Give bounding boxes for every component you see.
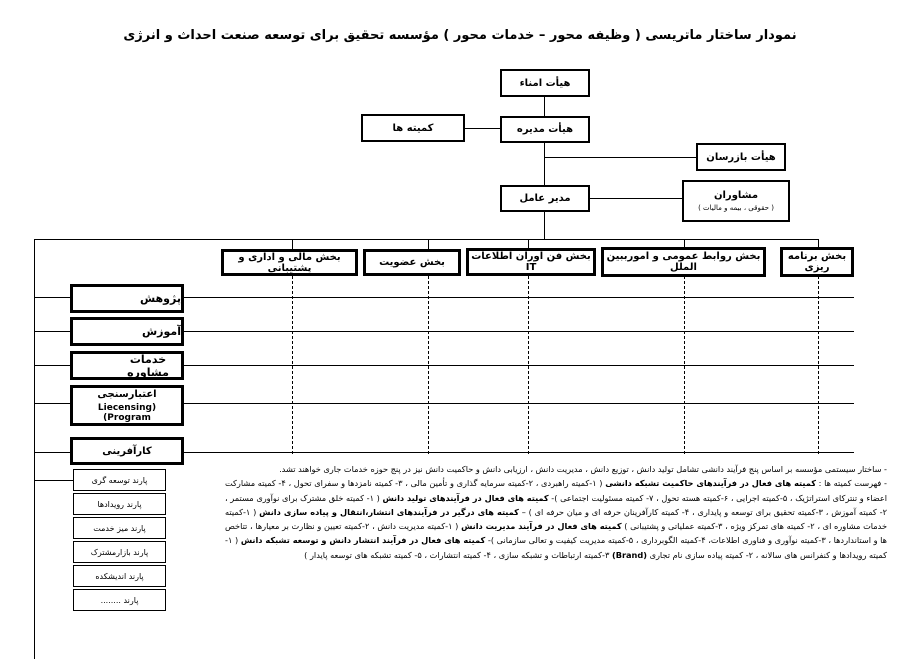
note-2-group-production: کمیته های فعال در فرآیندهای تولید دانش (382, 492, 549, 503)
connector (528, 239, 529, 248)
dept-it (466, 248, 596, 276)
note-2-group-network: کمیته های فعال در فرآیند انتشار دانش و توسعه تشبکه دانش (240, 535, 486, 546)
board-box (500, 116, 590, 143)
park-item (73, 493, 166, 515)
row-accreditation (70, 385, 184, 426)
row-research (70, 284, 184, 313)
park-item (73, 469, 166, 491)
note-2-text: ( ۱-کمیته خدمات مشاوره ای ، ۲- کمیته های تمرکز ویژه ، ۳-کمیته عملیاتی و پشتیبانی ) (225, 506, 888, 532)
connector (34, 480, 74, 481)
notes-block (225, 462, 887, 562)
row-entrepreneurship (70, 437, 184, 465)
matrix-dashed-line (428, 276, 429, 454)
connector (428, 239, 429, 249)
dept-membership-label: بخش عضویت (379, 257, 445, 268)
dept-finance-admin (221, 249, 358, 276)
park-item-label: پارند ........ (100, 595, 139, 605)
park-item-label: پارند توسعه گری (91, 475, 148, 485)
park-item (73, 541, 166, 563)
note-2-text: ( ۱- کمیته خلق مشترک برای نوآوری مستمر ، ۲- کمیته آموزش ، ۳-کمیته تحقیق برای توسعه و پایداری ، ۴- کمیته کارآفرینان حرفه ای و میان حرفه ای ) – (225, 492, 887, 517)
connector (465, 128, 500, 129)
row-entrepreneurship-label: کارآفرینی (102, 445, 152, 457)
dept-public-relations (601, 247, 766, 277)
advisors-box (682, 180, 790, 222)
matrix-dashed-line (684, 276, 685, 454)
row-accreditation-label: اعتبارسنجی (97, 388, 157, 400)
note-2-group-governance: کمیته های فعال در فرآیندهای حاکمیت تشبکه دانشی (605, 478, 816, 489)
row-consulting-label: خدمات مشاوره (127, 352, 169, 379)
note-2-group-transfer: کمیته های درگیر در فرآیندهای انتشار،انتقال و پیاده سازی دانش (259, 506, 519, 517)
note-2-text: ( ۱-کمیته رویدادها و کنفرانس های سالانه ، ۲- کمیته پیاده سازی نام تجاری (225, 535, 887, 560)
connector (544, 212, 545, 240)
committees-box (361, 114, 465, 142)
board-label: هیأت مدیره (516, 124, 574, 135)
connector (544, 157, 696, 158)
connector (34, 239, 819, 240)
note-2-brand: (Brand) (611, 549, 647, 560)
park-item-label: پارند بازارمشترک (90, 547, 149, 557)
note-1-text: ساختار سیستمی مؤسسه بر اساس پنج فرآیند دانشی تشامل تولید دانش ، توزیع دانش ، مدیریت دانش ، ارزیابی دانش و حاکمیت دانش نیز در پنج حوزه خدمات جاری خواهند تشد. (279, 464, 882, 474)
park-item (73, 589, 166, 611)
note-2-group-management: کمیته های فعال در فرآیند مدیریت دانش (461, 521, 622, 532)
row-accreditation-sublabel: (Liecensing Program) (97, 402, 157, 423)
matrix-dashed-line (818, 276, 819, 454)
note-1: - ساختار سیستمی مؤسسه بر اساس پنج فرآیند دانشی تشامل تولید دانش ، توزیع دانش ، مدیریت دانش ، ارزیابی دانش و حاکمیت دانش نیز در پنج حوزه خدمات جاری خواهند تشد. (279, 464, 887, 474)
row-research-label: پژوهش (140, 292, 181, 305)
note-2-text: ۳-کمیته ارتباطات و تشبکه سازی ، ۴- کمیته انتشارات ، ۵- کمیته تشبکه های توسعه پایدار ) (304, 549, 610, 560)
matrix-dashed-line (528, 276, 529, 454)
row-education-label: آموزش (142, 325, 181, 338)
note-2: - فهرست کمیته ها : کمیته های فعال در فرآیندهای حاکمیت تشبکه دانشی ( ۱-کمیته راهبردی ، ۲-کمیته سرمایه گذاری و تأمین مالی ، ۳- کمیته نامزدها و سفرای تحول ، ۴- کمیته مشارکت اعضاء و تنترکای استراتژیک ، ۵-کمیته اجرایی ، ۶-کمیته هسته تحول ، ۷- کمیته مسئولیت اجتماعی )- کمیته های فعال در فرآیندهای تولید دانش ( ۱- کمیته خلق مشترک برای نوآوری مستمر ، ۲- کمیته آموزش ، ۳-کمیته تحقیق برای توسعه و پایداری ، ۴- کمیته کارآفرینان حرفه ای و میان حرفه ای ) – کمیته های درگیر در فرآیندهای انتشار،انتقال و پیاده سازی دانش ( ۱-کمیته خدمات مشاوره ای ، ۲- کمیته های تمرکز ویژه ، ۳-کمیته عملیاتی و پشتیبانی ) کمیته های فعال در فرآیند مدیریت دانش ( ۱-کمیته مدیریت دانش ، ۲-کمیته تعیین و نظارت بر معیارها ، تتاخص ها و استانداردها ، ۳-کمیته نوآوری و فناوری اطلاعات، ۴-کمیته الگوبرداری ، ۵-کمیته مدیریت کیفیت و تعالی سازمانی )- کمیته های فعال در فرآیند انتشار دانش و توسعه تشبکه دانش ( ۱-کمیته رویدادها و کنفرانس های سالانه ، ۲- کمیته پیاده سازی نام تجاری (Brand) ۳-کمیته ارتباطات و تشبکه سازی ، ۴- کمیته انتشارات ، ۵- کمیته تشبکه های توسعه پایدار ) (225, 478, 888, 560)
ceo-label: مدیر عامل (519, 193, 571, 204)
note-2-text: ( ۱-کمیته راهبردی ، ۲-کمیته سرمایه گذاری و تأمین مالی ، ۳- کمیته نامزدها و سفرای تحول ، ۴- کمیته مشارکت اعضاء و تنترکای استراتژیک ، ۵-کمیته اجرایی ، ۶-کمیته هسته تحول ، ۷- کمیته مسئولیت اجتماعی )- (225, 478, 888, 503)
park-item (73, 565, 166, 587)
note-2-text: ( ۱-کمیته مدیریت دانش ، ۲-کمیته تعیین و نظارت بر معیارها ، تتاخص ها و استانداردها ، ۳-کمیته نوآوری و فناوری اطلاعات، ۴-کمیته الگوبرداری ، ۵-کمیته مدیریت کیفیت و تعالی سازمانی )- (225, 521, 887, 546)
park-item-label: پارند رویدادها (97, 499, 142, 509)
connector (34, 239, 35, 659)
dept-finance-admin-label: بخش مالی و اداری و پشتیبانی (238, 251, 341, 274)
dept-membership (363, 249, 461, 276)
connector (590, 198, 682, 199)
dept-public-relations-label: بخش روابط عمومی و امورببین الملل (606, 251, 761, 273)
park-item (73, 517, 166, 539)
dept-planning-label: بخش برنامه ریزی (787, 251, 847, 273)
park-item-label: پارند میز خدمت (93, 523, 146, 533)
matrix-dashed-line (292, 276, 293, 454)
row-consulting (70, 351, 184, 380)
ceo-box (500, 185, 590, 212)
connector (292, 239, 293, 249)
trustees-label: هیأت امناء (519, 77, 571, 89)
advisors-sublabel: ( حقوقی ، بیمه و مالیات ) (698, 204, 774, 212)
note-2-heading: فهرست کمیته ها : (818, 478, 882, 489)
connector (818, 239, 819, 247)
advisors-label: مشاوران (713, 190, 759, 201)
committees-label: کمیته ها (392, 122, 434, 134)
row-education (70, 317, 184, 346)
inspectors-box (696, 143, 786, 171)
dept-it-label: بخش فن آوران اطلاعات IT (471, 251, 591, 273)
chart-title: نمودار ساختار ماتریسی ( وظیفه محور – خدمات محور ) مؤسسه تحقیق برای توسعه صنعت احداث و انرژی (123, 28, 797, 43)
park-item-label: پارند اندیشکده (95, 571, 144, 581)
dept-planning (780, 247, 854, 277)
inspectors-label: هیأت بازرسان (706, 151, 776, 163)
trustees-box (500, 69, 590, 97)
